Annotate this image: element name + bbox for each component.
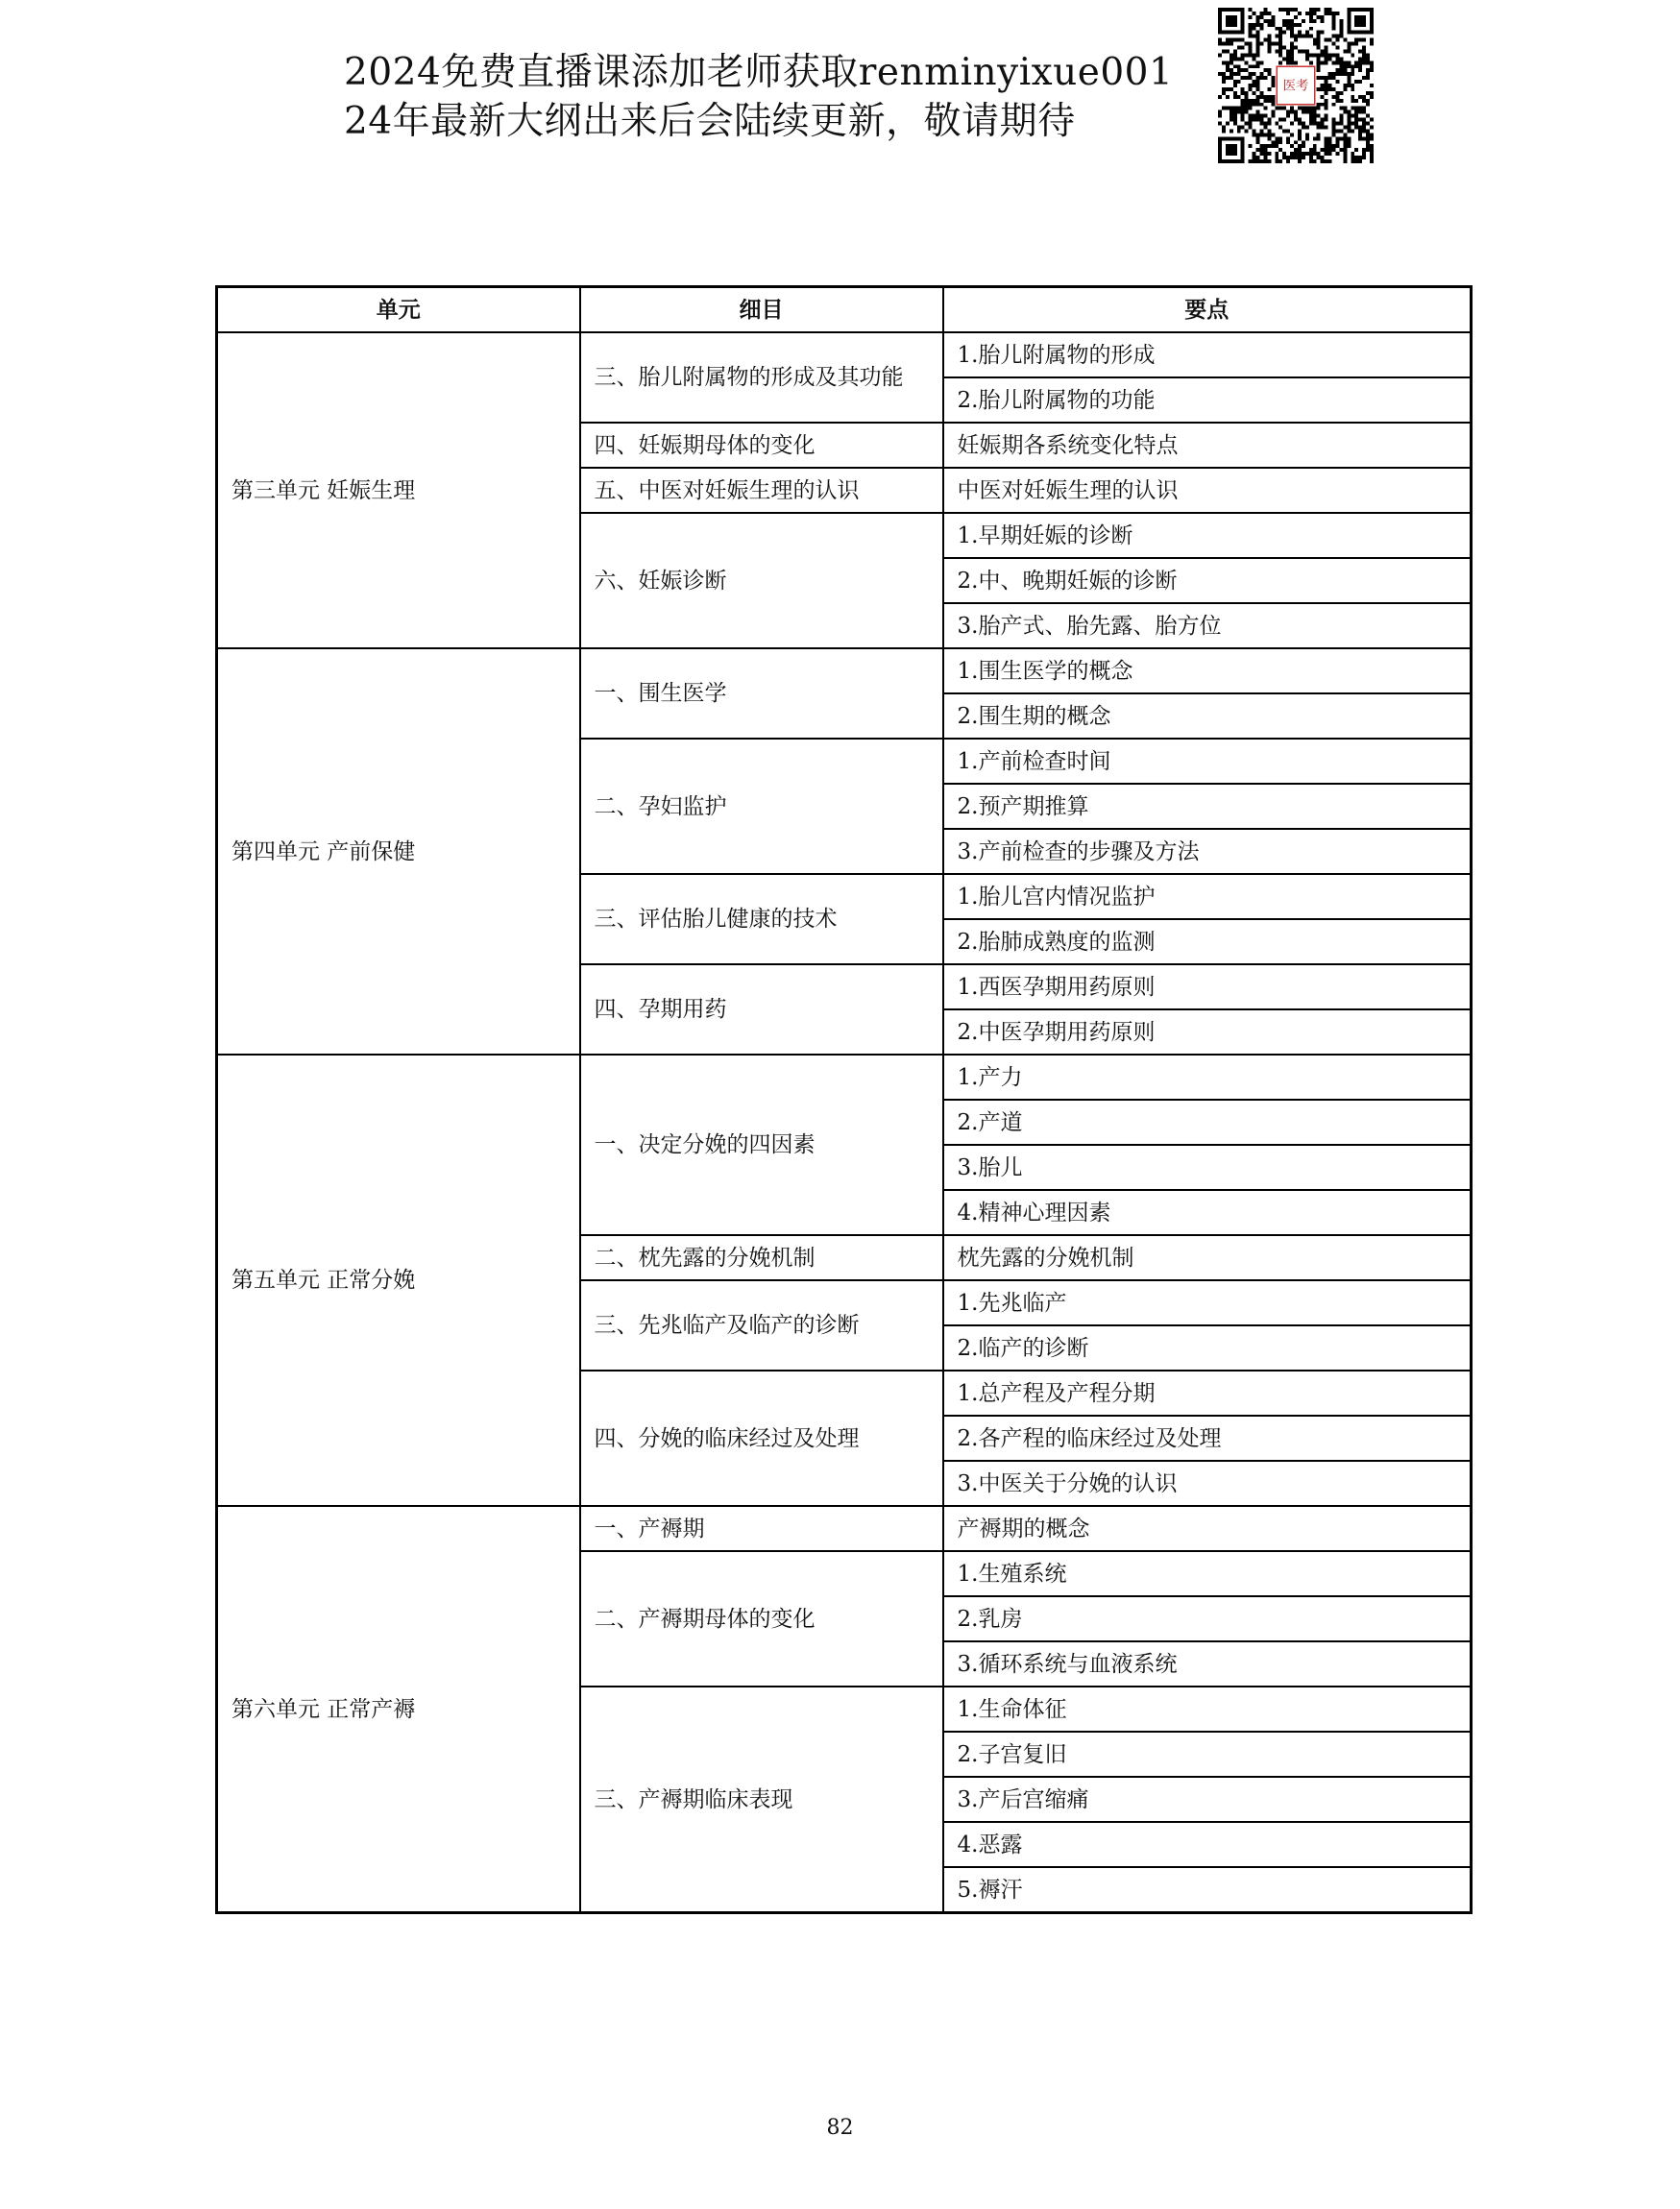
point-cell: 2.围生期的概念 (943, 693, 1472, 739)
item-cell: 三、评估胎儿健康的技术 (580, 874, 943, 964)
item-cell: 二、产褥期母体的变化 (580, 1551, 943, 1687)
point-cell: 2.预产期推算 (943, 784, 1472, 829)
point-cell: 3.胎儿 (943, 1145, 1472, 1190)
point-cell: 产褥期的概念 (943, 1506, 1472, 1551)
column-header-unit: 单元 (217, 287, 580, 333)
point-cell: 1.产前检查时间 (943, 739, 1472, 784)
point-cell: 3.循环系统与血液系统 (943, 1641, 1472, 1687)
point-cell: 1.生殖系统 (943, 1551, 1472, 1596)
column-header-item: 细目 (580, 287, 943, 333)
header-notice (344, 48, 1208, 146)
item-cell: 六、妊娠诊断 (580, 513, 943, 648)
item-cell: 四、孕期用药 (580, 964, 943, 1055)
point-cell: 2.胎肺成熟度的监测 (943, 919, 1472, 964)
item-cell: 二、孕妇监护 (580, 739, 943, 874)
unit-cell: 第六单元 正常产褥 (217, 1506, 580, 1913)
table-row (217, 648, 1472, 693)
item-cell: 三、先兆临产及临产的诊断 (580, 1280, 943, 1371)
point-cell: 1.胎儿宫内情况监护 (943, 874, 1472, 919)
point-cell: 1.生命体征 (943, 1687, 1472, 1732)
point-cell: 2.中医孕期用药原则 (943, 1009, 1472, 1055)
table-body (217, 332, 1472, 1913)
point-cell: 1.总产程及产程分期 (943, 1371, 1472, 1416)
item-cell: 四、妊娠期母体的变化 (580, 423, 943, 468)
point-cell: 1.胎儿附属物的形成 (943, 332, 1472, 377)
page-number: 82 (826, 2116, 854, 2140)
item-cell: 五、中医对妊娠生理的认识 (580, 468, 943, 513)
item-cell: 三、产褥期临床表现 (580, 1687, 943, 1913)
point-cell: 中医对妊娠生理的认识 (943, 468, 1472, 513)
item-cell: 四、分娩的临床经过及处理 (580, 1371, 943, 1506)
point-cell: 2.子宫复旧 (943, 1732, 1472, 1777)
point-cell: 妊娠期各系统变化特点 (943, 423, 1472, 468)
point-cell: 5.褥汗 (943, 1867, 1472, 1913)
point-cell: 4.精神心理因素 (943, 1190, 1472, 1235)
unit-cell: 第四单元 产前保健 (217, 648, 580, 1055)
item-cell: 一、产褥期 (580, 1506, 943, 1551)
item-cell: 二、枕先露的分娩机制 (580, 1235, 943, 1280)
point-cell: 1.早期妊娠的诊断 (943, 513, 1472, 558)
point-cell: 3.产后宫缩痛 (943, 1777, 1472, 1822)
point-cell: 1.西医孕期用药原则 (943, 964, 1472, 1009)
header-line-1: 2024免费直播课添加老师获取renminyixue001 (344, 51, 1174, 94)
point-cell: 2.乳房 (943, 1596, 1472, 1641)
header-line-2: 24年最新大纲出来后会陆续更新，敬请期待 (344, 100, 1076, 143)
qr-code-icon (1218, 8, 1374, 163)
point-cell: 枕先露的分娩机制 (943, 1235, 1472, 1280)
table-row (217, 1055, 1472, 1100)
point-cell: 3.胎产式、胎先露、胎方位 (943, 603, 1472, 648)
point-cell: 2.胎儿附属物的功能 (943, 377, 1472, 423)
table-row (217, 1506, 1472, 1551)
unit-cell: 第三单元 妊娠生理 (217, 332, 580, 648)
item-cell: 一、决定分娩的四因素 (580, 1055, 943, 1235)
point-cell: 2.产道 (943, 1100, 1472, 1145)
point-cell: 1.先兆临产 (943, 1280, 1472, 1325)
qr-logo-text: 医考 (1282, 79, 1309, 94)
point-cell: 3.产前检查的步骤及方法 (943, 829, 1472, 874)
item-cell: 三、胎儿附属物的形成及其功能 (580, 332, 943, 423)
table-row (217, 332, 1472, 377)
table-header-row (217, 287, 1472, 333)
point-cell: 3.中医关于分娩的认识 (943, 1461, 1472, 1506)
column-header-point: 要点 (943, 287, 1472, 333)
point-cell: 2.中、晚期妊娠的诊断 (943, 558, 1472, 603)
point-cell: 4.恶露 (943, 1822, 1472, 1867)
unit-cell: 第五单元 正常分娩 (217, 1055, 580, 1506)
point-cell: 2.各产程的临床经过及处理 (943, 1416, 1472, 1461)
syllabus-table (215, 285, 1473, 1914)
point-cell: 1.围生医学的概念 (943, 648, 1472, 693)
point-cell: 1.产力 (943, 1055, 1472, 1100)
point-cell: 2.临产的诊断 (943, 1325, 1472, 1371)
item-cell: 一、围生医学 (580, 648, 943, 739)
